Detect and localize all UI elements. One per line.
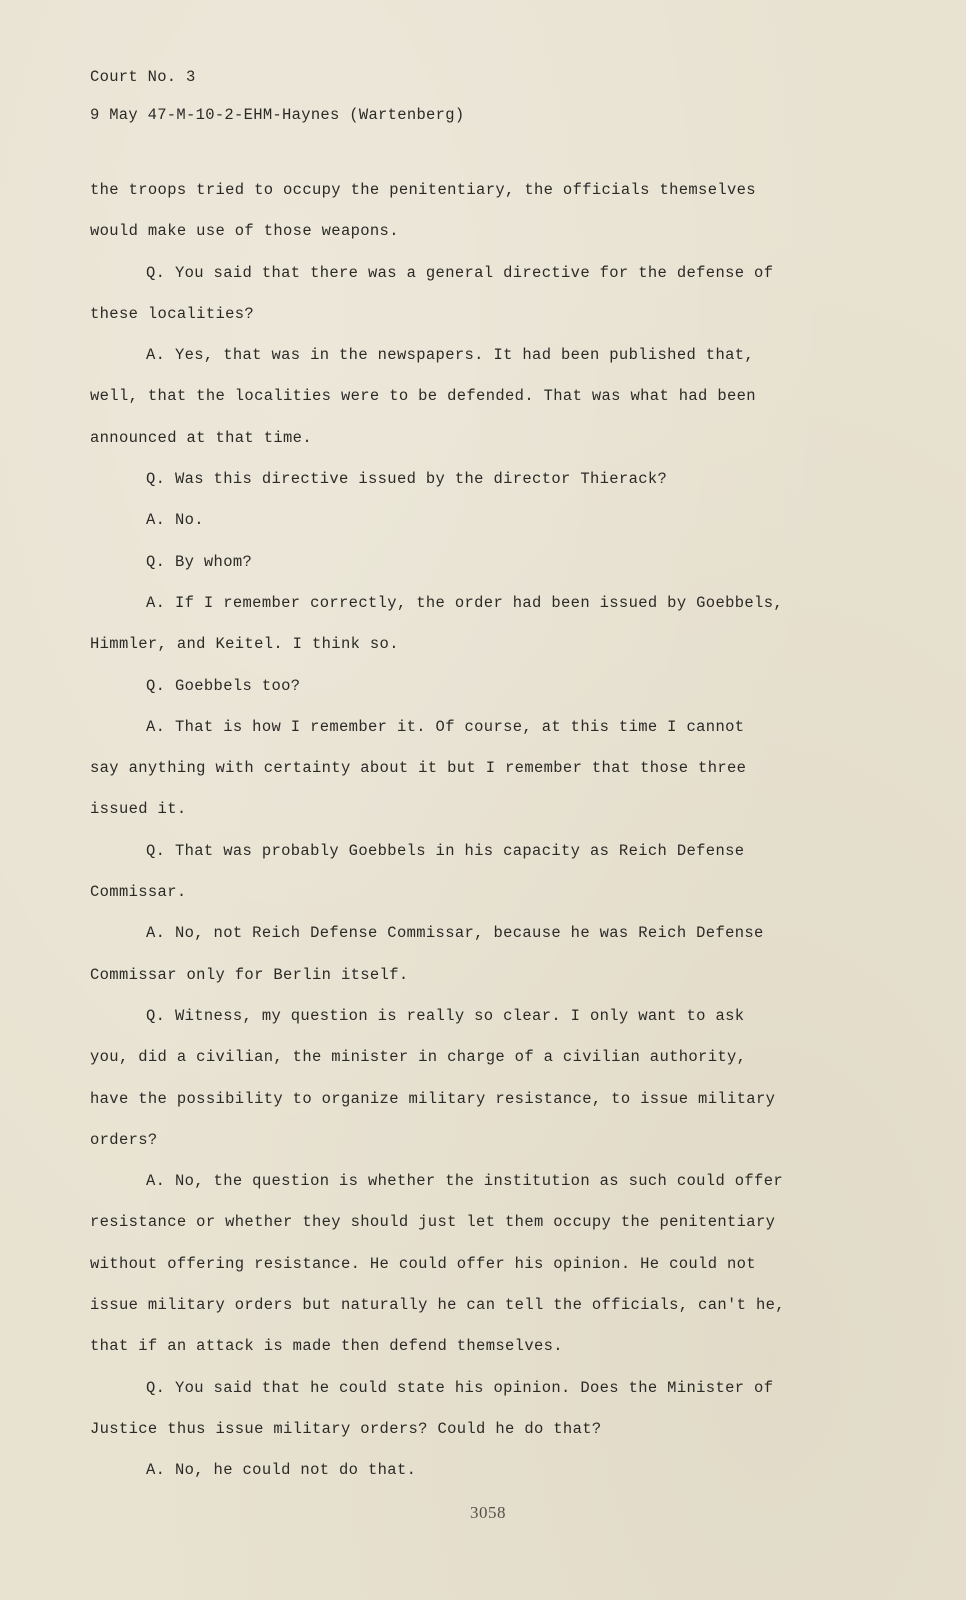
transcript-body (90, 170, 850, 1492)
transcript-line: Q. That was probably Goebbels in his capacity as Reich Defense (146, 841, 745, 860)
transcript-line: Q. Witness, my question is really so clear. I only want to ask (146, 1006, 745, 1025)
transcript-line: say anything with certainty about it but I remember that those three (90, 759, 747, 778)
transcript-line: Himmler, and Keitel. I think so. (90, 635, 399, 654)
transcript-line: A. No, not Reich Defense Commissar, because he was Reich Defense (146, 924, 764, 943)
transcript-line: Q. Was this directive issued by the director Thierack? (146, 470, 668, 489)
transcript-line: A. Yes, that was in the newspapers. It had been published that, (146, 346, 755, 365)
transcript-line: Q. You said that he could state his opinion. Does the Minister of (146, 1378, 774, 1397)
transcript-line: A. No, he could not do that. (146, 1461, 417, 1480)
transcript-line: well, that the localities were to be defended. That was what had been (90, 387, 756, 406)
transcript-line: Q. Goebbels too? (146, 676, 301, 695)
page-number: 3058 (470, 1503, 506, 1522)
transcript-line: Commissar only for Berlin itself. (90, 965, 409, 984)
transcript-line: Q. You said that there was a general directive for the defense of (146, 263, 774, 282)
transcript-line: Q. By whom? (146, 552, 253, 571)
transcript-line: Justice thus issue military orders? Could he do that? (90, 1419, 602, 1438)
transcript-line: A. If I remember correctly, the order had been issued by Goebbels, (146, 593, 783, 612)
transcript-line: orders? (90, 1130, 158, 1149)
document-header (90, 58, 464, 134)
transcript-line: these localities? (90, 304, 255, 323)
transcript-line: would make use of those weapons. (90, 222, 399, 241)
transcript-line: have the possibility to organize military resistance, to issue military (90, 1089, 776, 1108)
transcript-line: A. That is how I remember it. Of course, at this time I cannot (146, 717, 745, 736)
transcript-line: you, did a civilian, the minister in charge of a civilian authority, (90, 1048, 747, 1067)
transcript-line: resistance or whether they should just let them occupy the penitentiary (90, 1213, 776, 1232)
transcript-line: without offering resistance. He could offer his opinion. He could not (90, 1254, 756, 1273)
transcript-line: announced at that time. (90, 428, 312, 447)
transcript-line: the troops tried to occupy the penitentiary, the officials themselves (90, 181, 756, 199)
session-reference: 9 May 47-M-10-2-EHM-Haynes (Wartenberg) (90, 106, 465, 124)
transcript-line: issue military orders but naturally he can tell the officials, can't he, (90, 1296, 785, 1315)
transcript-line: A. No. (146, 511, 204, 530)
transcript-line: issued it. (90, 800, 187, 819)
transcript-line: A. No, the question is whether the institution as such could offer (146, 1172, 783, 1191)
transcript-line: Commissar. (90, 883, 187, 902)
court-number: Court No. 3 (90, 68, 196, 86)
transcript-line: that if an attack is made then defend themselves. (90, 1337, 563, 1356)
